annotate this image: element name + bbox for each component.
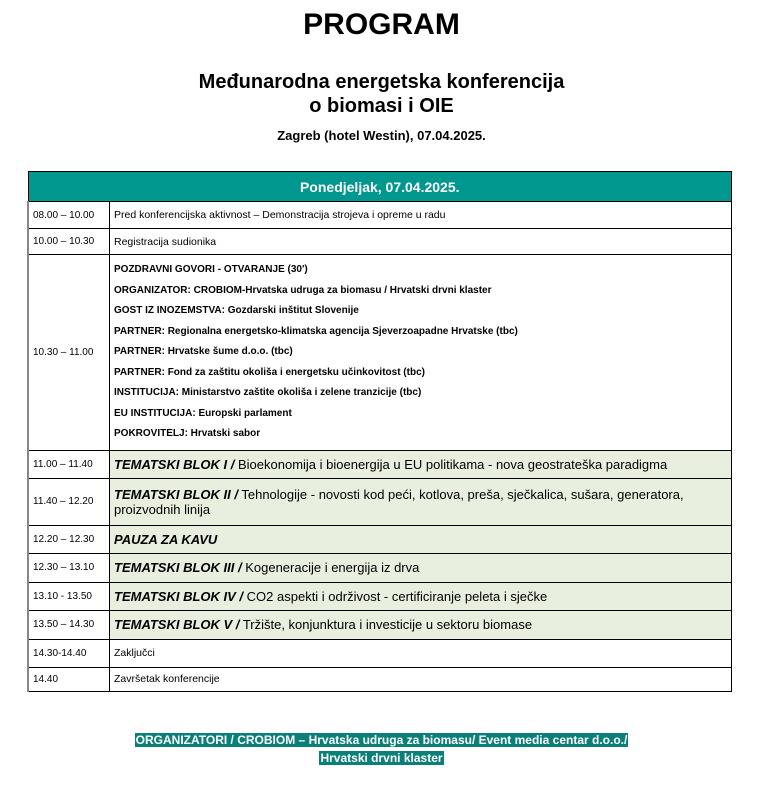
table-row (28, 639, 732, 667)
desc-cell: Registracija sudionika (110, 229, 732, 255)
organizers-footer-line2: Hrvatski drvni klaster (320, 751, 443, 765)
desc-cell (110, 582, 732, 610)
program-table (27, 171, 732, 692)
opening-line: POZDRAVNI GOVORI - OTVARANJE (30') (114, 264, 308, 275)
partner-line: PARTNER: Hrvatske šume d.o.o. (tbc) (114, 346, 293, 357)
desc-cell (110, 478, 732, 525)
guest-line: GOST IZ INOZEMSTVA: Gozdarski inštitut Slovenije (114, 305, 359, 316)
table-row (28, 229, 732, 255)
desc-cell (110, 610, 732, 639)
partner-line: PARTNER: Fond za zaštitu okoliša i energetsku učinkovitost (tbc) (114, 366, 425, 378)
time-cell: 11.00 – 11.40 (28, 450, 110, 478)
page-title: PROGRAM (303, 8, 460, 41)
patron-line: POKROVITELJ: Hrvatski sabor (114, 428, 261, 439)
institution-line: INSTITUCIJA: Ministarstvo zaštite okoliša i zelene tranzicije (tbc) (114, 387, 422, 398)
table-row (28, 582, 732, 610)
organizer-line: ORGANIZATOR: CROBIOM-Hrvatska udruga za biomasu / Hrvatski drvni klaster (114, 284, 492, 296)
coffee-break-label: PAUZA ZA KAVU (114, 531, 218, 547)
block-topic: Kogeneracije i energija iz drva (241, 560, 420, 575)
block-label: TEMATSKI BLOK IV / (114, 588, 244, 604)
time-cell: 14.30-14.40 (28, 639, 110, 667)
table-row (28, 450, 732, 478)
conference-title-line2: o biomasi i OIE (309, 95, 454, 117)
time-cell: 08.00 – 10.00 (28, 202, 110, 229)
block-topic: Tehnologije - novosti kod peći, kotlova, preša, sječkalica, sušara, generatora, proizvodnih linija (114, 486, 684, 517)
day-header: Ponedjeljak, 07.04.2025. (28, 172, 732, 202)
organizers-footer (0, 731, 763, 767)
table-row (28, 478, 732, 525)
conference-title (0, 70, 763, 118)
time-cell: 11.40 – 12.20 (28, 478, 110, 525)
time-cell: 10.00 – 10.30 (28, 229, 110, 255)
conference-title-line1: Međunarodna energetska konferencija (198, 71, 565, 93)
block-topic: Bioekonomija i bioenergija u EU politikama - nova geostrateška paradigma (234, 456, 668, 472)
time-cell: 13.50 – 14.30 (28, 610, 110, 639)
block-topic: CO2 aspekti i održivost - certificiranje peleta i sječke (243, 588, 548, 604)
block-label: TEMATSKI BLOK II / (114, 486, 238, 502)
desc-cell (110, 525, 732, 553)
block-label: TEMATSKI BLOK V / (114, 617, 240, 632)
block-label: TEMATSKI BLOK III / (114, 560, 242, 575)
desc-cell: Zaključci (110, 639, 732, 667)
eu-institution-line: EU INSTITUCIJA: Europski parlament (114, 407, 292, 419)
time-cell: 10.30 – 11.00 (28, 255, 110, 451)
table-row (28, 255, 732, 451)
desc-cell (110, 450, 732, 478)
partner-line: PARTNER: Regionalna energetsko-klimatska agencija Sjeverzoapadne Hrvatske (tbc) (114, 325, 518, 337)
desc-cell: Pred konferencijska aktivnost – Demonstracija strojeva i opreme u radu (110, 202, 732, 229)
time-cell: 13.10 - 13.50 (28, 582, 110, 610)
location-date: Zagreb (hotel Westin), 07.04.2025. (277, 128, 486, 143)
time-cell: 12.30 – 13.10 (28, 553, 110, 582)
table-row (28, 553, 732, 582)
desc-cell: Završetak konferencije (110, 667, 732, 691)
table-row (28, 525, 732, 553)
time-cell: 12.20 – 12.30 (28, 525, 110, 553)
day-header-row (28, 172, 732, 202)
table-row (28, 667, 732, 691)
time-cell: 14.40 (28, 667, 110, 691)
block-label: TEMATSKI BLOK I / (114, 456, 235, 472)
organizers-footer-line1: ORGANIZATORI / CROBIOM – Hrvatska udruga za biomasu/ Event media centar d.o.o./ (135, 733, 628, 747)
opening-speeches-cell (110, 255, 732, 451)
table-row (28, 610, 732, 639)
desc-cell (110, 553, 732, 582)
block-topic: Tržište, konjunktura i investicije u sektoru biomase (239, 617, 533, 632)
table-row (28, 202, 732, 229)
